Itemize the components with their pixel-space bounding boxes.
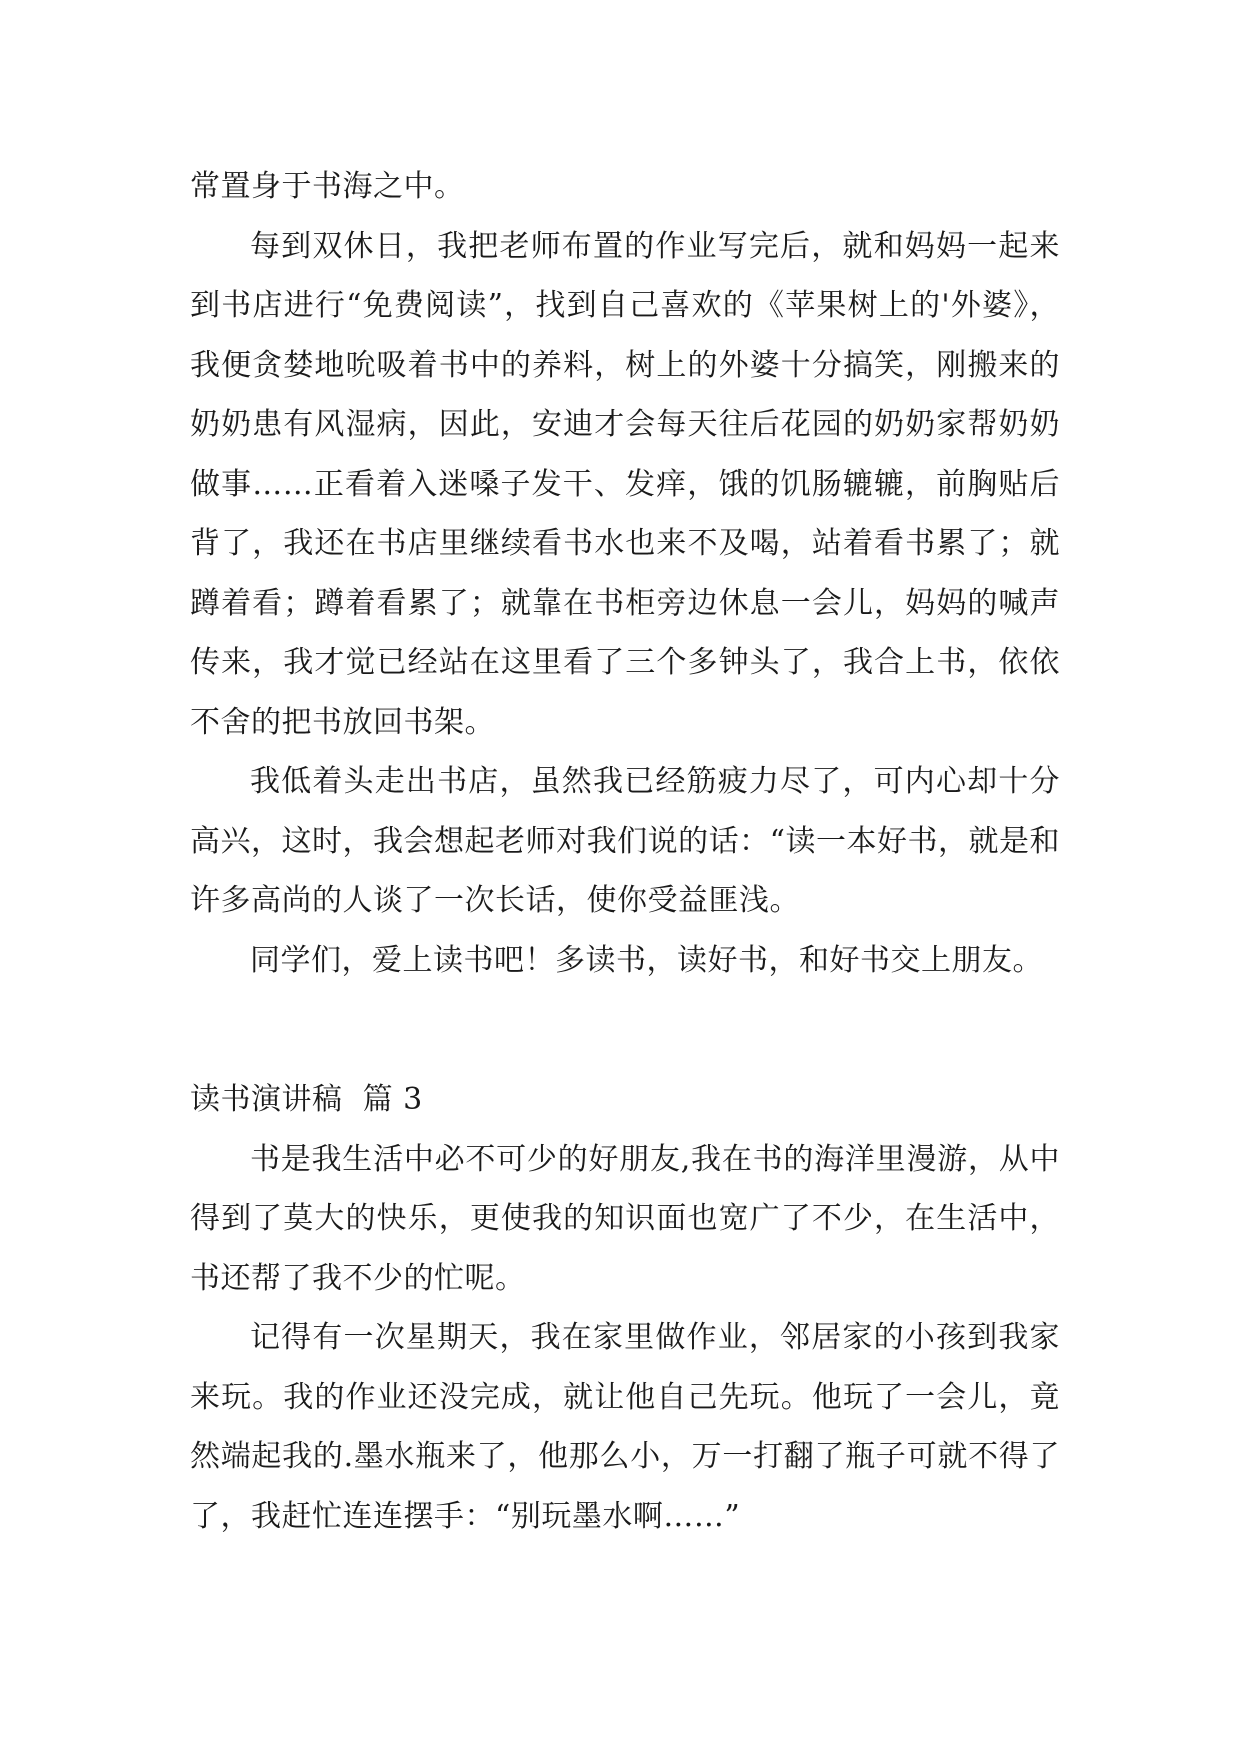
continuation-paragraph: 常置身于书海之中。	[190, 169, 465, 204]
paragraph: 同学们，爱上读书吧！多读书，读好书，和好书交上朋友。	[250, 942, 1043, 978]
paragraph: 我低着头走出书店，虽然我已经筋疲力尽了，可内心却十分高兴，这时，我会想起老师对我们说的话：“读一本好书，就是和许多高尚的人谈了一次长话，使你受益匪浅。	[190, 764, 1060, 918]
section-title: 读书演讲稿 篇 3	[190, 1082, 423, 1117]
paragraph: 每到双休日，我把老师布置的作业写完后，就和妈妈一起来到书店进行“免费阅读”，找到自己喜欢的《苹果树上的'外婆》，我便贪婪地吮吸着书中的养料，树上的外婆十分搞笑，刚搬来的奶奶患有风湿病，因此，安迪才会每天往后花园的奶奶家帮奶奶做事……正看着入迷嗓子发干、发痒，饿的饥肠辘辘，前胸贴后背了，我还在书店里继续看书水也来不及喝，站着看书累了；就蹲着看；蹲着看累了；就靠在书柜旁边休息一会儿，妈妈的喊声传来，我才觉已经站在这里看了三个多钟头了，我合上书，依依不舍的把书放回书架。	[190, 228, 1060, 740]
paragraph: 记得有一次星期天，我在家里做作业，邻居家的小孩到我家来玩。我的作业还没完成，就让他自己先玩。他玩了一会儿，竟然端起我的.墨水瓶来了，他那么小，万一打翻了瓶子可就不得了了，我赶忙连连摆手：“别玩墨水啊……”	[190, 1320, 1060, 1534]
paragraph: 书是我生活中必不可少的好朋友,我在书的海洋里漫游，从中得到了莫大的快乐，更使我的知识面也宽广了不少，在生活中，书还帮了我不少的忙呢。	[190, 1141, 1060, 1296]
document-body	[190, 157, 1060, 1546]
